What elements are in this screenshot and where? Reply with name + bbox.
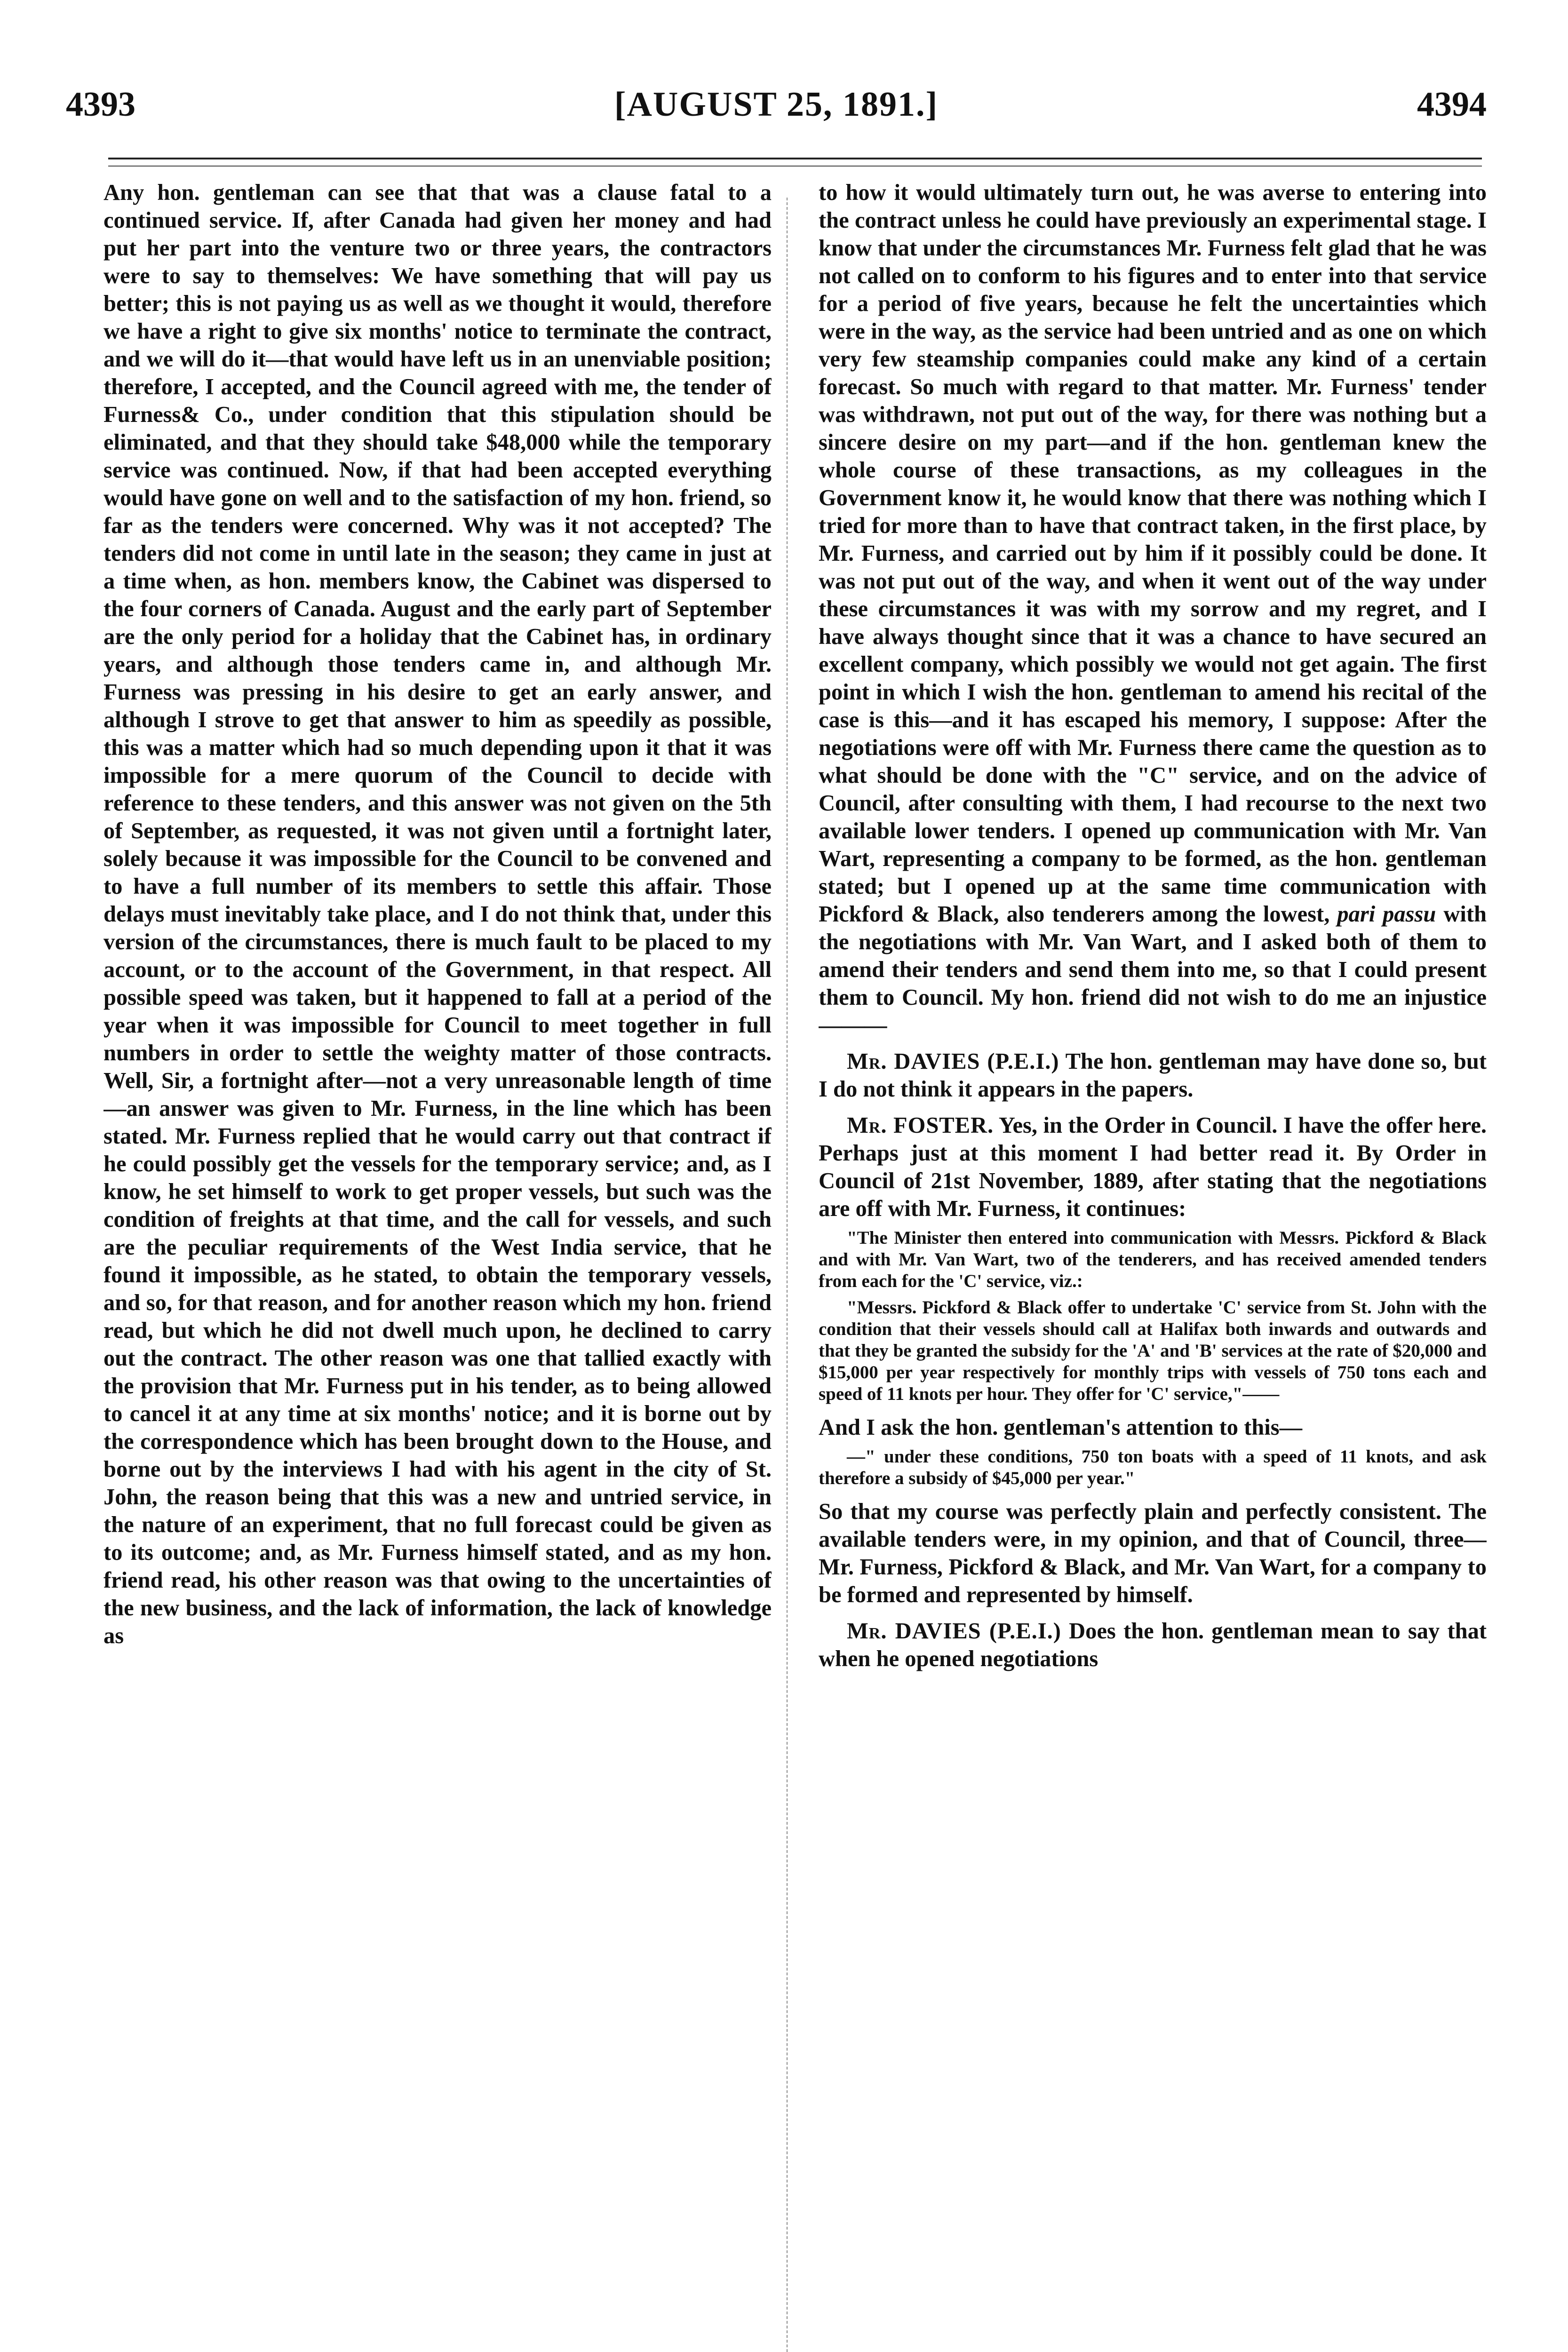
speaker-name: Mr. FOSTER. <box>847 1113 994 1138</box>
paragraph: Any hon. gentleman can see that that was a clause fatal to a continued service. If, after Canada had given her money and had put her part into the venture two or three years, the contractors were to say to themselves: We have something that will pay us better; this is not paying us as well as we thought it would, therefore we have a right to give six months' notice to terminate the contract, and we will do it—that would have left us in an unenviable position; therefore, I accepted, and the Council agreed with me, the tender of Furness& Co., under condition that this stipulation should be eliminated, and that they should take $48,000 while the temporary service was continued. Now, if that had been accepted everything would have gone on well and to the satisfaction of my hon. friend, so far as the tenders were concerned. Why was it not accepted? The tenders did not come in until late in the season; they came in just at a time when, as hon. members know, the Cabinet was dispersed to the four corners of Canada. August and the early part of September are the only period for a holiday that the Cabinet has, in ordinary years, and although those tenders came in, and although Mr. Furness was pressing in his desire to get an early answer, and although I strove to get that answer to him as speedily as possible, this was a matter which had so much depending upon it that it was impossible for a mere quorum of the Council to decide with reference to these tenders, and this answer was not given on the 5th of September, as requested, it was not given until a fortnight later, solely because it was impossible for the Council to be convened and to have a full number of its members to settle this affair. Those delays must inevitably take place, and I do not think that, under this version of the circumstances, there is much fault to be placed to my account, or to the account of the Government, in that respect. All possible speed was taken, but it happened to fall at a period of the year when it was impossible for Council to meet together in full numbers in order to settle the weighty matter of those contracts. Well, Sir, a fortnight after—not a very unreasonable length of time—an answer was given to Mr. Furness, in the line which has been stated. Mr. Furness replied that he would carry out that contract if he could possibly get the vessels for the temporary service; and, as I know, he set himself to work to get proper vessels, but such was the condition of freights at that time, and the call for vessels, and such are the peculiar requirements of the West India service, that he found it impossible, as he stated, to obtain the temporary vessels, and so, for that reason, and for another reason which my hon. friend read, but which he did not dwell much upon, he declined to carry out the contract. The other reason was one that tallied exactly with the provision that Mr. Furness put in his tender, as to being allowed to cancel it at any time at six months' notice; and it is borne out by the correspondence which has been brought down to the House, and borne out by the interviews I had with his agent in the city of St. John, the reason being that this was a new and untried service, in the nature of an experiment, that no full forecast could be given as to its outcome; and, as Mr. Furness himself stated, and as my hon. friend read, his other reason was that owing to the uncertainties of the new business, and the lack of information, the lack of knowledge as <box>103 180 772 1648</box>
paragraph-text: to how it would ultimately turn out, he was averse to entering into the contract unless he could have previously an experimental stage. I know that under the circumstances Mr. Furness felt glad that he was not called on to conform to his figures and to enter into that service for a period of five years, because he felt the uncertainties which were in the way, as the service had been untried and as one on which very few steamship companies could make any kind of a certain forecast. So much with regard to that matter. Mr. Furness' tender was withdrawn, not put out of the way, for there was nothing but a sincere desire on my part—and if the hon. gentleman knew the whole course of these transactions, as my colleagues in the Government know it, he would know that there was nothing which I tried for more than to have that contract taken, in the first place, by Mr. Furness, and carried out by him if it possibly could be done. It was not put out of the way, and when it went out of the way under these circumstances it was with my sorrow and my regret, and I have always thought since that it was a chance to have secured an excellent company, which possibly we would not get again. The first point in which I wish the hon. gentleman to amend his recital of the case is this—and it has escaped his memory, I suppose: After the negotiations were off with Mr. Furness there came the question as to what should be done with the "C" service, and on the advice of Council, after consulting with them, I had recourse to the next two available lower tenders. I opened up communication with Mr. Van Wart, representing a company to be formed, as the hon. gentleman stated; but I opened up at the same time communication with Pickford & Black, also tenderers among the lowest, <box>819 180 1487 927</box>
page-number-left: 4393 <box>66 85 135 124</box>
page-number-right: 4394 <box>1417 85 1487 124</box>
right-column <box>819 179 1487 2352</box>
page-header <box>66 85 1487 136</box>
paragraph: So that my course was perfectly plain and perfectly consistent. The available tenders were, in my opinion, and that of Council, three—Mr. Furness, Pickford & Black, and Mr. Van Wart, for a company to be formed and represented by himself. <box>819 1499 1487 1607</box>
paragraph <box>819 1617 1487 1673</box>
left-column <box>103 179 772 2352</box>
quoted-text: —" under these conditions, 750 ton boats with a speed of 11 knots, and ask therefore a subsidy of $45,000 per year." <box>819 1446 1487 1488</box>
speech-text: Yes, in the Order in Council. I have the offer here. Perhaps just at this moment I had better read it. By Order in Council of 21st November, 1889, after stating that the negotiations are off with Mr. Furness, it continues: <box>819 1113 1487 1221</box>
paragraph-text-end: with the negotiations with Mr. Van Wart, and I asked both of them to amend their tenders and send them into me, so that I could present them to Council. My hon. friend did not wish to do me an injustice——— <box>819 902 1487 1038</box>
speaker-name: Mr. DAVIES (P.E.I.) <box>847 1049 1059 1074</box>
quoted-text: "The Minister then entered into communication with Messrs. Pickford & Black and with Mr. Van Wart, two of the tenderers, and has received amended tenders from each for the 'C' service, viz.: <box>819 1228 1487 1291</box>
italic-phrase: pari passu <box>1337 902 1436 927</box>
header-rule <box>108 158 1482 159</box>
paragraph: And I ask the hon. gentleman's attention to this— <box>819 1415 1303 1440</box>
speech-text: Does the hon. gentleman mean to say that when he opened negotiations <box>819 1619 1487 1671</box>
paragraph <box>819 1048 1487 1103</box>
header-rule-thin <box>108 166 1482 167</box>
paragraph <box>819 1112 1487 1223</box>
page-date: [AUGUST 25, 1891.] <box>614 85 939 124</box>
quoted-text: "Messrs. Pickford & Black offer to undertake 'C' service from St. John with the condition that their vessels should call at Halifax both inwards and outwards and that they be granted the subsidy for the 'A' and 'B' services at the rate of $20,000 and $15,000 per year respectively for monthly trips with vessels of 750 tons each and speed of 11 knots per hour. They offer for 'C' service,"—— <box>819 1297 1487 1404</box>
paragraph <box>819 179 1487 1039</box>
speech-text: The hon. gentleman may have done so, but I do not think it appears in the papers. <box>819 1049 1487 1102</box>
column-divider <box>787 198 788 2352</box>
speaker-name: Mr. DAVIES (P.E.I.) <box>847 1619 1061 1644</box>
